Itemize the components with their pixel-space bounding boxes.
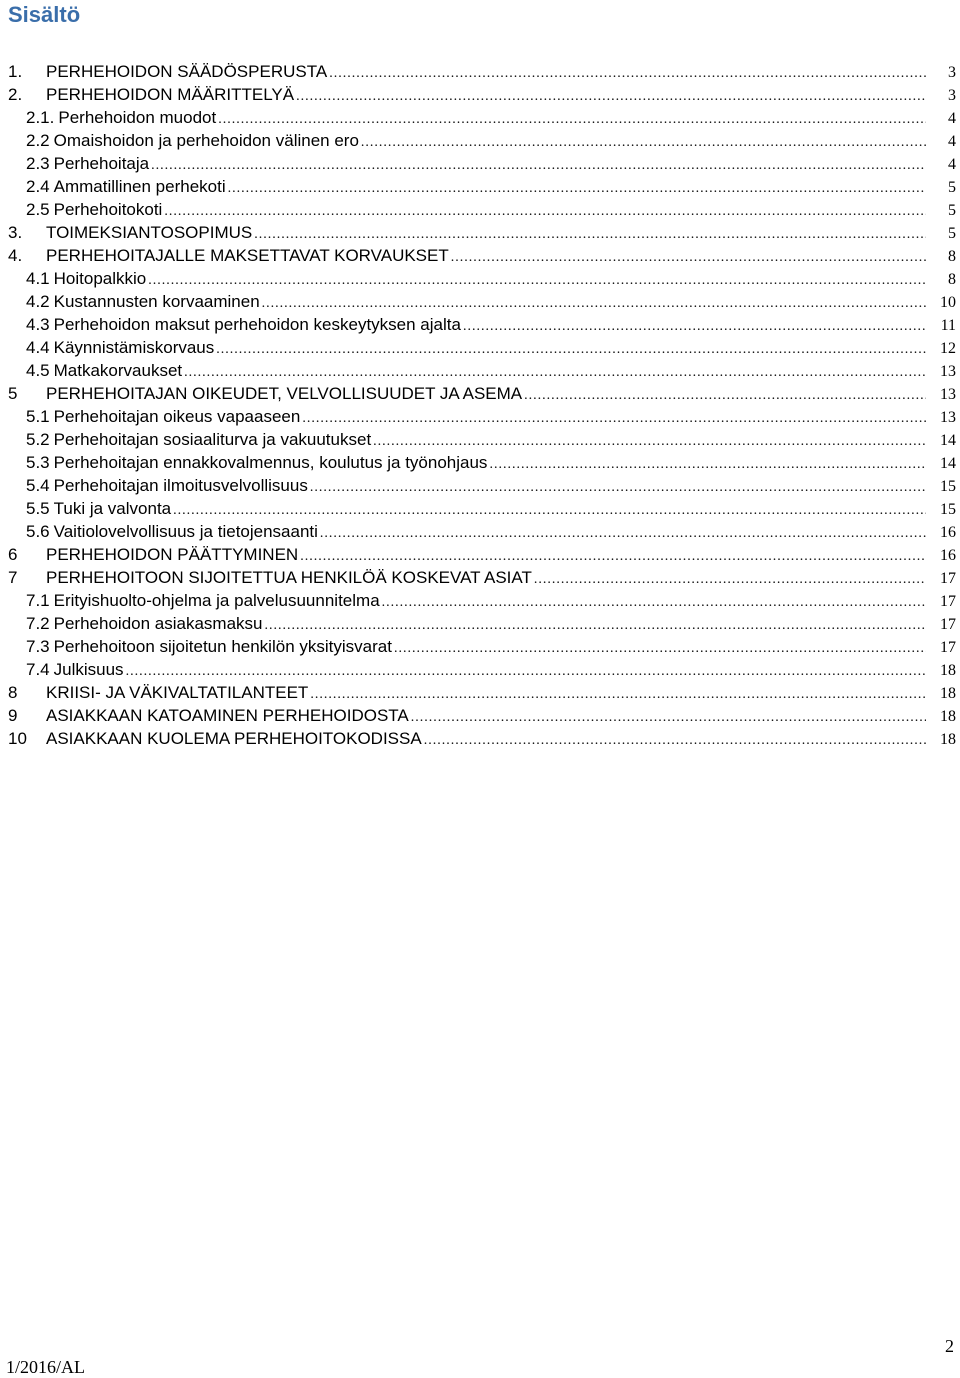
toc-entry[interactable] — [0, 405, 960, 428]
toc-entry-page: 13 — [940, 409, 956, 426]
toc-entry-page: 18 — [940, 662, 956, 679]
toc-entry-page: 14 — [940, 432, 956, 449]
toc-entry-number: 4. — [8, 246, 23, 265]
toc-entry-page: 4 — [948, 156, 956, 173]
toc-entry[interactable] — [0, 152, 960, 175]
toc-dot-leader — [302, 407, 926, 430]
toc-entry-page: 5 — [948, 202, 956, 219]
toc-dot-leader — [524, 384, 926, 407]
toc-entry-title: TOIMEKSIANTOSOPIMUS — [46, 223, 253, 242]
toc-dot-leader — [411, 706, 926, 729]
toc-entry[interactable] — [0, 727, 960, 750]
toc-entry-title-wrap — [26, 405, 928, 430]
toc-entry-title: Käynnistämiskorvaus — [53, 338, 215, 357]
toc-entry-title-wrap — [26, 474, 928, 499]
toc-entry-title-wrap — [46, 60, 928, 85]
toc-dot-leader — [424, 729, 926, 752]
toc-dot-leader — [148, 269, 926, 292]
toc-entry-title: PERHEHOIDON MÄÄRITTELYÄ — [46, 85, 295, 104]
toc-entry-number: 7.1 — [26, 591, 50, 610]
toc-entry-title-wrap — [26, 589, 928, 614]
toc-entry-page: 12 — [940, 340, 956, 357]
toc-dot-leader — [296, 85, 926, 108]
toc-entry[interactable] — [0, 290, 960, 313]
toc-entry-page: 3 — [948, 64, 956, 81]
toc-dot-leader — [151, 154, 926, 177]
toc-entry-title: Perhehoitaja — [53, 154, 150, 173]
toc-entry-title: Vaitiolovelvollisuus ja tietojensaanti — [53, 522, 318, 541]
toc-dot-leader — [373, 430, 926, 453]
toc-entry-title: Perhehoidon maksut perhehoidon keskeytyksen ajalta — [53, 315, 461, 334]
toc-entry-title-wrap — [46, 382, 928, 407]
toc-dot-leader — [310, 683, 926, 706]
toc-entry-title: Julkisuus — [53, 660, 124, 679]
toc-entry-title: Erityishuolto-ohjelma ja palvelusuunnitelma — [53, 591, 380, 610]
toc-entry-title-wrap — [46, 543, 928, 568]
toc-entry-title-wrap — [26, 658, 928, 683]
toc-entry-number: 10 — [8, 729, 27, 748]
toc-entry-title-wrap — [26, 290, 928, 315]
toc-dot-leader — [534, 568, 926, 591]
toc-entry-number: 2.2 — [26, 131, 50, 150]
toc-entry-number: 4.1 — [26, 269, 50, 288]
toc-entry[interactable] — [0, 658, 960, 681]
document-code: 1/2016/AL — [6, 1357, 85, 1377]
toc-dot-leader — [320, 522, 926, 545]
toc-entry-page: 18 — [940, 731, 956, 748]
toc-entry-page: 5 — [948, 179, 956, 196]
toc-entry-title: Perhehoidon muodot — [58, 108, 217, 127]
toc-entry-title: Kustannusten korvaaminen — [53, 292, 260, 311]
toc-dot-leader — [228, 177, 926, 200]
toc-entry-number: 8 — [8, 683, 18, 702]
toc-entry-page: 8 — [948, 271, 956, 288]
toc-entry-title: Perhehoitajan sosiaaliturva ja vakuutukset — [53, 430, 372, 449]
toc-entry-number: 3. — [8, 223, 23, 242]
toc-entry-page: 13 — [940, 386, 956, 403]
toc-entry-title-wrap — [26, 428, 928, 453]
toc-entry-page: 16 — [940, 547, 956, 564]
toc-entry-number: 5.5 — [26, 499, 50, 518]
toc-entry-page: 16 — [940, 524, 956, 541]
toc-dot-leader — [329, 62, 926, 85]
toc-dot-leader — [184, 361, 926, 384]
toc-entry-title-wrap — [26, 520, 928, 545]
toc-entry-title: Perhehoitoon sijoitetun henkilön yksityisvarat — [53, 637, 392, 656]
toc-entry-page: 18 — [940, 685, 956, 702]
toc-entry-title-wrap — [46, 727, 928, 752]
toc-entry-title-wrap — [46, 244, 928, 269]
toc-entry[interactable] — [0, 612, 960, 635]
toc-entry[interactable] — [0, 106, 960, 129]
toc-entry[interactable] — [0, 497, 960, 520]
toc-entry-title: PERHEHOITAJALLE MAKSETTAVAT KORVAUKSET — [46, 246, 449, 265]
toc-entry-page: 18 — [940, 708, 956, 725]
toc-entry-page: 17 — [940, 616, 956, 633]
toc-entry-number: 4.5 — [26, 361, 50, 380]
table-of-contents — [0, 60, 960, 750]
toc-entry[interactable] — [0, 520, 960, 543]
toc-entry-number: 5.2 — [26, 430, 50, 449]
toc-entry-title-wrap — [26, 635, 928, 660]
toc-dot-leader — [265, 614, 927, 637]
toc-dot-leader — [218, 108, 926, 131]
toc-entry-number: 5.3 — [26, 453, 50, 472]
toc-entry[interactable] — [0, 60, 960, 83]
toc-entry-title: Matkakorvaukset — [53, 361, 183, 380]
toc-entry-title-wrap — [26, 451, 928, 476]
toc-entry[interactable] — [0, 474, 960, 497]
toc-entry-page: 8 — [948, 248, 956, 265]
toc-entry-number: 5.1 — [26, 407, 50, 426]
toc-entry-page: 15 — [940, 501, 956, 518]
toc-entry-number: 6 — [8, 545, 18, 564]
toc-entry-title: Perhehoitajan ennakkovalmennus, koulutus ja työnohjaus — [53, 453, 488, 472]
toc-entry-number: 2.4 — [26, 177, 50, 196]
toc-entry-number: 4.4 — [26, 338, 50, 357]
toc-entry-number: 1. — [8, 62, 23, 81]
toc-dot-leader — [451, 246, 926, 269]
toc-entry[interactable] — [0, 129, 960, 152]
toc-entry-title: PERHEHOITAJAN OIKEUDET, VELVOLLISUUDET JA ASEMA — [46, 384, 523, 403]
toc-entry[interactable] — [0, 336, 960, 359]
toc-entry-page: 15 — [940, 478, 956, 495]
toc-entry-title-wrap — [26, 152, 928, 177]
toc-entry-number: 2. — [8, 85, 23, 104]
toc-dot-leader — [463, 315, 926, 338]
toc-entry[interactable] — [0, 175, 960, 198]
toc-entry-page: 17 — [940, 639, 956, 656]
toc-entry-title: PERHEHOIDON PÄÄTTYMINEN — [46, 545, 299, 564]
toc-entry-title: ASIAKKAAN KATOAMINEN PERHEHOIDOSTA — [46, 706, 409, 725]
toc-entry-title-wrap — [26, 175, 928, 200]
toc-dot-leader — [361, 131, 926, 154]
toc-dot-leader — [173, 499, 926, 522]
toc-entry[interactable] — [0, 543, 960, 566]
toc-entry-title: Ammatillinen perhekoti — [53, 177, 226, 196]
toc-dot-leader — [216, 338, 926, 361]
toc-entry-title-wrap — [26, 267, 928, 292]
toc-entry-title: KRIISI- JA VÄKIVALTATILANTEET — [46, 683, 309, 702]
toc-dot-leader — [300, 545, 926, 568]
toc-entry-number: 5.4 — [26, 476, 50, 495]
toc-entry-title: Perhehoitajan oikeus vapaaseen — [53, 407, 301, 426]
toc-entry[interactable] — [0, 635, 960, 658]
toc-entry-title-wrap — [46, 566, 928, 591]
toc-entry-page: 4 — [948, 133, 956, 150]
toc-dot-leader — [310, 476, 926, 499]
toc-entry-title: Perhehoitokoti — [53, 200, 163, 219]
toc-entry-number: 4.2 — [26, 292, 50, 311]
toc-entry-number: 7 — [8, 568, 18, 587]
page-number: 2 — [945, 1336, 954, 1356]
toc-entry[interactable] — [0, 704, 960, 727]
toc-entry-title: Perhehoitajan ilmoitusvelvollisuus — [53, 476, 308, 495]
toc-dot-leader — [126, 660, 926, 683]
toc-entry-title: Tuki ja valvonta — [53, 499, 172, 518]
toc-dot-leader — [394, 637, 926, 660]
toc-entry-title: Hoitopalkkio — [53, 269, 147, 288]
toc-entry[interactable] — [0, 451, 960, 474]
toc-entry-page: 17 — [940, 570, 956, 587]
toc-dot-leader — [164, 200, 926, 223]
toc-entry[interactable] — [0, 221, 960, 244]
toc-entry-title-wrap — [26, 106, 928, 131]
toc-entry-title: PERHEHOITOON SIJOITETTUA HENKILÖÄ KOSKEVAT ASIAT — [46, 568, 532, 587]
toc-entry-title-wrap — [46, 681, 928, 706]
toc-entry[interactable] — [0, 198, 960, 221]
toc-entry-title-wrap — [26, 336, 928, 361]
toc-entry[interactable] — [0, 83, 960, 106]
toc-entry[interactable] — [0, 267, 960, 290]
toc-entry-number: 2.5 — [26, 200, 50, 219]
toc-entry-page: 10 — [940, 294, 956, 311]
toc-entry-number: 5 — [8, 384, 18, 403]
toc-dot-leader — [489, 453, 926, 476]
toc-entry-title-wrap — [46, 221, 928, 246]
toc-entry-number: 7.4 — [26, 660, 50, 679]
toc-entry-title-wrap — [26, 198, 928, 223]
toc-entry-title-wrap — [26, 359, 928, 384]
toc-entry-title: PERHEHOIDON SÄÄDÖSPERUSTA — [46, 62, 328, 81]
toc-entry-number: 2.3 — [26, 154, 50, 173]
toc-entry-page: 3 — [948, 87, 956, 104]
toc-entry-page: 17 — [940, 593, 956, 610]
toc-dot-leader — [254, 223, 926, 246]
toc-entry[interactable] — [0, 566, 960, 589]
toc-entry-page: 11 — [940, 317, 956, 334]
toc-entry[interactable] — [0, 359, 960, 382]
toc-entry-number: 7.3 — [26, 637, 50, 656]
toc-entry-number: 7.2 — [26, 614, 50, 633]
toc-entry[interactable] — [0, 313, 960, 336]
toc-entry-title: Perhehoidon asiakasmaksu — [53, 614, 263, 633]
toc-entry-title-wrap — [26, 612, 928, 637]
toc-entry-title-wrap — [26, 497, 928, 522]
toc-entry[interactable] — [0, 428, 960, 451]
toc-entry-page: 5 — [948, 225, 956, 242]
toc-entry-title: ASIAKKAAN KUOLEMA PERHEHOITOKODISSA — [46, 729, 422, 748]
toc-entry[interactable] — [0, 589, 960, 612]
toc-entry-title-wrap — [26, 129, 928, 154]
toc-entry-title-wrap — [46, 83, 928, 108]
toc-entry-page: 14 — [940, 455, 956, 472]
toc-entry-page: 4 — [948, 110, 956, 127]
toc-entry[interactable] — [0, 382, 960, 405]
toc-entry-number: 4.3 — [26, 315, 50, 334]
toc-entry[interactable] — [0, 244, 960, 267]
toc-entry[interactable] — [0, 681, 960, 704]
toc-dot-leader — [262, 292, 926, 315]
toc-heading: Sisältö — [8, 2, 81, 27]
toc-entry-number: 9 — [8, 706, 18, 725]
toc-entry-title: Omaishoidon ja perhehoidon välinen ero — [53, 131, 359, 150]
toc-entry-page: 13 — [940, 363, 956, 380]
toc-entry-title-wrap — [26, 313, 928, 338]
toc-entry-title-wrap — [46, 704, 928, 729]
toc-entry-number: 2.1. — [26, 108, 55, 127]
toc-entry-number: 5.6 — [26, 522, 50, 541]
toc-dot-leader — [382, 591, 926, 614]
